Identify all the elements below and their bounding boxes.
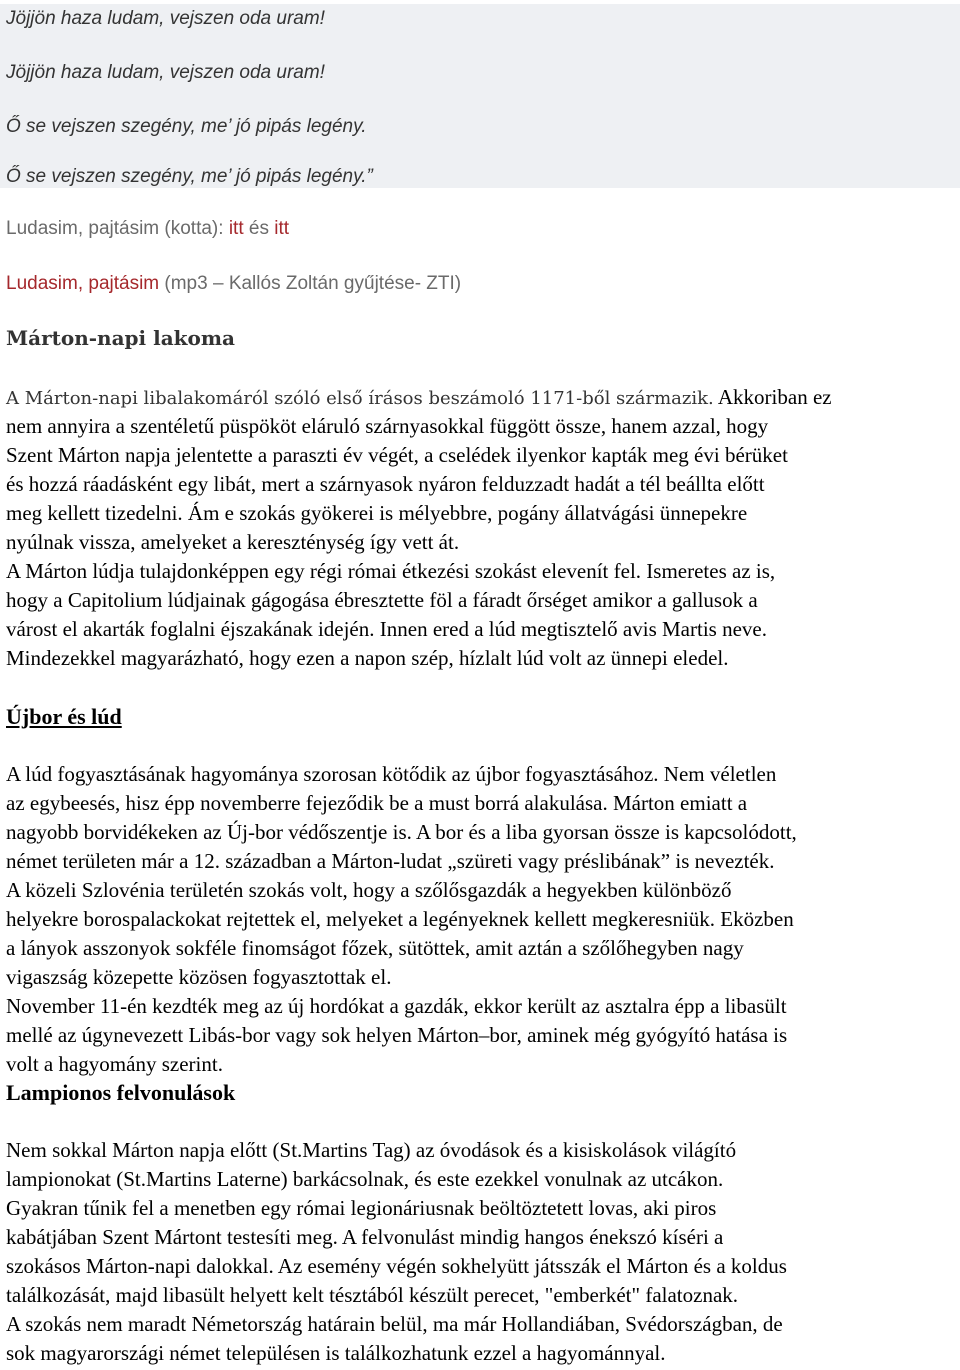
paragraph-line: német területen már a 12. században a Márton-ludat „szüreti vagy préslibának” is nevezték. [6,849,775,873]
paragraph-line: Nem sokkal Márton napja előtt (St.Martins Tag) az óvodások és a kisiskolások világító [6,1138,737,1162]
lead-sentence: A Márton-napi libalakomáról szóló első írásos beszámoló 1171-ből származik. [6,388,714,409]
mp3-note: (mp3 – Kallós Zoltán gyűjtése- ZTI) [159,273,462,294]
paragraph-line: találkozását, majd libasült helyett kelt tésztából készült perecet, "emberkét" falatoznak. [6,1283,739,1307]
sheet-music-links [6,218,289,240]
sheet-music-separator: és [243,218,275,239]
paragraph-line: az egybeesés, hisz épp novemberre fejeződik be a must borrá alakulása. Márton emiatt a [6,791,748,815]
paragraph-line: lampionokat (St.Martins Laterne) barkácsolnak, és este ezekkel vonulnak az utcákon. [6,1167,724,1191]
quote-line: Jöjjön haza ludam, vejszen oda uram! [6,8,325,29]
sheet-music-link-2[interactable]: itt [274,218,289,239]
paragraph-line: November 11-én kezdték meg az új hordókat a gazdák, ekkor került az asztalra épp a libasült [6,994,787,1018]
paragraph-line: Mindezekkel magyarázható, hogy ezen a napon szép, hízlalt lúd volt az ünnepi eledel. [6,646,729,670]
quote-line: Jöjjön haza ludam, vejszen oda uram! [6,62,325,83]
paragraph-line: Szent Márton napja jelentette a paraszti év végét, a cselédek ilyenkor kapták meg évi bérüket [6,443,788,467]
paragraph-line: volt a hagyomány szerint. [6,1052,223,1076]
paragraph-line: hogy a Capitolium lúdjainak gágogása ébresztette föl a fáradt őrséget amikor a gallusok a [6,588,758,612]
paragraph-line: meg kellett tizedelni. Ám e szokás gyökerei is mélyebbre, pogány állatvágási ünnepekre [6,501,748,525]
paragraph-line: nagyobb borvidékeken az Új-bor védőszentje is. A bor és a liba gyorsan össze is kapcsolódott, [6,820,797,844]
quote-line: Ő se vejszen szegény, me’ jó pipás legény. [6,116,367,137]
paragraph-line: A közeli Szlovénia területén szokás volt, hogy a szőlősgazdák a hegyekben különböző [6,878,732,902]
mp3-link[interactable]: Ludasim, pajtásim [6,273,160,294]
paragraph-line: szokásos Márton-napi dalokkal. Az esemény végén sokhelyütt játsszák el Márton és a koldus [6,1254,787,1278]
sheet-music-link-1[interactable]: itt [228,218,244,239]
section-heading-marton-napi-lakoma: Márton-napi lakoma [6,326,235,350]
paragraph-line: várost el akarták foglalni éjszakának idején. Innen ered a lúd megtisztelő avis Martis neve. [6,617,767,641]
paragraph-line: és hozzá ráadásként egy libát, mert a szárnyasok nyáron felduzzadt hadát a tél beállta előtt [6,472,765,496]
section-heading-lampionos-felvonulasok: Lampionos felvonulások [6,1080,236,1105]
paragraph-line: A Márton lúdja tulajdonképpen egy régi római étkezési szokást elevenít fel. Ismeretes az is, [6,559,776,583]
section-heading-ujbor-es-lud: Újbor és lúd [6,704,122,729]
paragraph-line: mellé az úgynevezett Libás-bor vagy sok helyen Márton–bor, aminek még gyógyító hatása is [6,1023,788,1047]
paragraph-line: A lúd fogyasztásának hagyománya szorosan kötődik az újbor fogyasztásához. Nem véletlen [6,762,777,786]
paragraph-line [6,385,832,411]
paragraph-text: Akkoriban ez [713,385,832,409]
sheet-music-label: Ludasim, pajtásim (kotta): [6,218,229,239]
paragraph-line: kabátjában Szent Mártont testesíti meg. A felvonulást mindig hangos énekszó kíséri a [6,1225,724,1249]
mp3-line [6,273,461,295]
quote-block [0,4,960,188]
paragraph-line: nem annyira a szentéletű püspököt eláruló szárnyasokkal függött össze, hanem azzal, hogy [6,414,769,438]
paragraph-line: sok magyarországi német településen is találkozhatunk ezzel a hagyománnyal. [6,1341,666,1365]
paragraph-line: helyekre borospalackokat rejtettek el, melyeket a legényeknek kellett megkeresniük. Eközben [6,907,794,931]
paragraph-line: a lányok asszonyok sokféle finomságot főzek, sütöttek, amit aztán a szőlőhegyben nagy [6,936,744,960]
paragraph-line: A szokás nem maradt Németország határain belül, ma már Hollandiában, Svédországban, de [6,1312,783,1336]
paragraph-line: Gyakran tűnik fel a menetben egy római legionáriusnak beöltöztetett lovas, aki piros [6,1196,717,1220]
paragraph-line: nyúlnak vissza, amelyeket a kereszténység így vett át. [6,530,460,554]
paragraph-line: vigaszság közepette közösen fogyasztottak el. [6,965,392,989]
quote-line: Ő se vejszen szegény, me’ jó pipás legény.” [6,166,373,187]
